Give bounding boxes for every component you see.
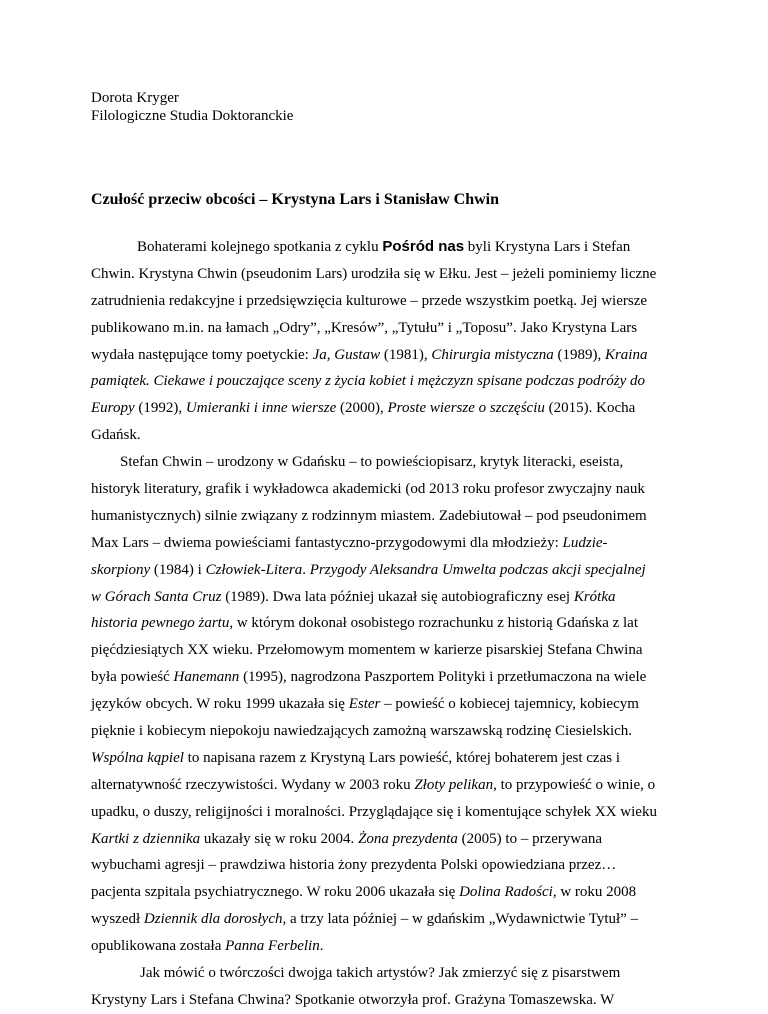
body-line [91,557,691,584]
body-line [91,584,691,611]
body-text: (2015). Kocha [544,400,636,417]
author-block [91,89,691,125]
body-text: Bohaterami kolejnego spotkania z cyklu [137,239,383,255]
italic-title-text: Chirurgia mistyczna [431,346,554,363]
body-line [91,852,691,879]
body-text: (1981), [380,346,432,363]
body-text: (2000), [336,400,388,417]
body-line [91,799,691,826]
body-text: pięćdziesiątych XX wieku. Przełomowym momentem w karierze pisarskiej Stefana Chwina [91,642,643,659]
italic-title-text: Proste wiersze o szczęściu [387,400,545,417]
body-text: humanistycznych) silnie związany z rodzinnym miastem. Zadebiutował – pod pseudonimem [91,507,647,524]
italic-title-text: w Górach Santa Cruz [91,588,222,605]
italic-title-text: Ludzie- [562,534,608,551]
body-text: pacjenta szpitala psychiatrycznego. W roku 2006 ukazała się [91,884,460,901]
body-text: Jak mówić o twórczości dwojga takich artystów? Jak zmierzyć się z pisarstwem [140,965,621,982]
body-line [91,449,691,476]
body-text: opublikowana została [91,938,226,955]
body-line [91,987,691,1014]
body-line [91,368,691,395]
body-line [91,234,691,261]
body-text: (1992), [134,400,186,417]
italic-title-text: Ja, Gustaw [312,346,381,363]
body-text: ukazały się w roku 2004. [200,830,359,847]
body-text: języków obcych. W roku 1999 ukazała się [91,696,349,713]
body-text: (1984) i [150,561,206,578]
body-text: wyszedł [91,911,144,928]
body-line [91,342,691,369]
italic-title-text: Europy [91,400,135,417]
body-line [91,718,691,745]
author-affiliation: Filologiczne Studia Doktoranckie [91,108,294,124]
italic-title-text: Hanemann [173,669,240,686]
body-line [91,395,691,422]
author-name: Dorota Kryger [91,90,179,106]
body-text: wybuchami agresji – prawdziwa historia żony prezydenta Polski opowiedziana przez… [91,857,617,874]
article-title: Czułość przeciw obcości – Krystyna Lars i Stanisław Chwin [91,191,499,208]
italic-title-text: Dolina Radości [459,884,553,901]
body-text: publikowano m.in. na łamach „Odry”, „Kresów”, „Tytułu” i „Toposu”. Jako Krystyna Lars [91,319,638,336]
body-text: była powieść [91,669,174,686]
body-text: Gdańsk. [91,427,141,444]
body-line [91,772,691,799]
italic-title-text: Dziennik dla dorosłych [143,911,283,928]
body-text: (2005) to – przerywana [457,830,603,847]
italic-title-text: pamiątek. Ciekawe i pouczające sceny z życia kobiet i mężczyzn spisane podczas podróży do [91,373,646,390]
body-text: (1989). Dwa lata później ukazał się autobiograficzny esej [221,588,574,605]
body-line [91,610,691,637]
body-text: Stefan Chwin – urodzony w Gdańsku – to powieściopisarz, krytyk literacki, eseista, [120,454,624,471]
body-text: , a trzy lata później – w gdańskim „Wydawnictwie Tytuł” – [282,911,639,928]
body-text: Krystyny Lars i Stefana Chwina? Spotkanie otworzyła prof. Grażyna Tomaszewska. W [91,991,615,1008]
body-text: – powieść o kobiecej tajemnicy, kobiecym [380,696,639,713]
body-line [91,476,691,503]
body-text: alternatywność rzeczywistości. Wydany w 2003 roku [91,776,415,793]
body-text: (1989), [553,346,605,363]
body-text: to napisana razem z Krystyną Lars powieść, której bohaterem jest czas i [183,749,620,766]
body-text: Chwin. Krystyna Chwin (pseudonim Lars) urodziła się w Ełku. Jest – jeżeli pominiemy liczne [91,265,657,282]
italic-title-text: Kraina [604,346,648,363]
italic-title-text: Wspólna kąpiel [91,749,184,766]
italic-title-text: Kartki z dziennika [91,830,201,847]
body-text: wydała następujące tomy poetyckie: [91,346,313,363]
body-text: , w którym dokonał osobistego rozrachunku z historią Gdańska z lat [229,615,638,632]
body-text: upadku, o duszy, religijności i moralności. Przyglądające się i komentujące schyłek XX wieku [91,803,657,820]
italic-title-text: Ester [348,696,381,713]
italic-title-text: Umieranki i inne wiersze [185,400,337,417]
italic-title-text: Przygody Aleksandra Umwelta podczas akcji specjalnej [309,561,646,578]
body-text: byli Krystyna Lars i Stefan [464,239,631,255]
body-line [91,503,691,530]
body-line [91,637,691,664]
italic-title-text: Człowiek-Litera [205,561,303,578]
body-text: . [302,561,310,578]
body-text: , to przypowieść o winie, o [493,776,656,793]
series-name-text: Pośród nas [382,238,465,255]
body-line [91,826,691,853]
italic-title-text: Panna Ferbelin [225,938,320,955]
body-line [91,960,691,987]
body-line [91,664,691,691]
body-line [91,261,691,288]
body-line [91,906,691,933]
italic-title-text: skorpiony [91,561,151,578]
body-text: historyk literatury, grafik i wykładowca akademicki (od 2013 roku profesor zwyczajny nauk [91,481,645,498]
body-line [91,530,691,557]
body-line [91,745,691,772]
body-line [91,315,691,342]
body-line [91,422,691,449]
body-line [91,879,691,906]
body-line [91,691,691,718]
body-line [91,933,691,960]
italic-title-text: Żona prezydenta [358,830,458,847]
italic-title-text: Złoty pelikan [414,776,494,793]
body-text: Max Lars – dwiema powieściami fantastyczno-przygodowymi dla młodzieży: [91,534,563,551]
italic-title-text: Krótka [573,588,616,605]
body-text: pięknie i kobiecym niepokoju nawiedzających zamożną warszawską rodzinę Ciesielskich. [91,723,633,740]
italic-title-text: historia pewnego żartu [91,615,230,632]
body-text: (1995), nagrodzona Paszportem Polityki i przetłumaczona na wiele [239,669,647,686]
body-line [91,288,691,315]
body-text: . [319,938,324,955]
body-text: zatrudnienia redakcyjne i przedsięwzięcia kulturowe – przede wszystkim poetką. Jej wiersze [91,292,648,309]
body-text: , w roku 2008 [552,884,637,901]
article-body [91,234,691,1014]
